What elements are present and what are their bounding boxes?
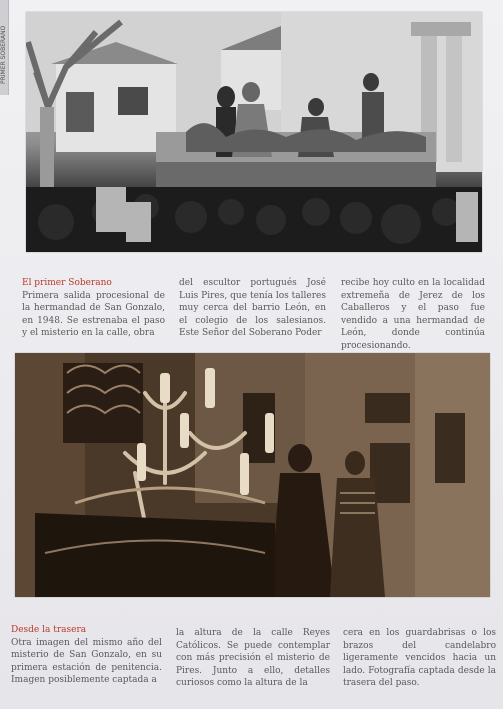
article2-text-col2: la altura de la calle Reyes Católicos. Se puede contemplar con más precisión el misterio de Pires. Junto a ello, detalles curiosos como la altura de la [176,628,330,689]
article1-heading: El primer Soberano [22,278,112,288]
article1-text-col1: Primera salida procesional de la hermandad de San Gonzalo, en 1948. Se estrenaba el paso y el misterio en la calle, obra [22,290,165,339]
margin-tab [0,0,9,95]
procession-photo-top-graphic [26,12,482,252]
article2-text-col1: Otra imagen del mismo año del misterio de San Gonzalo, en su primera estación de penitencia. Imagen posiblemente captada a [11,637,162,686]
procession-photo-bottom-graphic [15,353,490,597]
article2-column-3 [343,627,496,690]
article1-text-col3: recibe hoy culto en la localidad extremeña de Jerez de los Caballeros y el paso fue vendido a una hermandad de León, donde continúa procesionando. [341,278,485,351]
procession-photo-bottom [15,353,490,597]
article2-text-col3: cera en los guardabrisas o los brazos del candelabro ligeramente vencidos hacia un lado. Fotografía captada desde la trasera del paso. [343,628,496,689]
article1-column-3 [341,277,485,353]
article1-text-col2: del escultor portugués José Luis Pires, que tenía los talleres muy cerca del barrio León, en el colegio de los salesianos. Este Señor del Soberano Poder [179,278,326,339]
procession-photo-top [26,12,482,252]
running-head: PRIMER SOBERANO [0,25,7,84]
article2-column-2 [176,627,330,690]
article2-column-1 [11,624,162,687]
article2-heading: Desde la trasera [11,625,87,635]
article1-column-2 [179,277,326,340]
article1-column-1 [22,277,165,340]
